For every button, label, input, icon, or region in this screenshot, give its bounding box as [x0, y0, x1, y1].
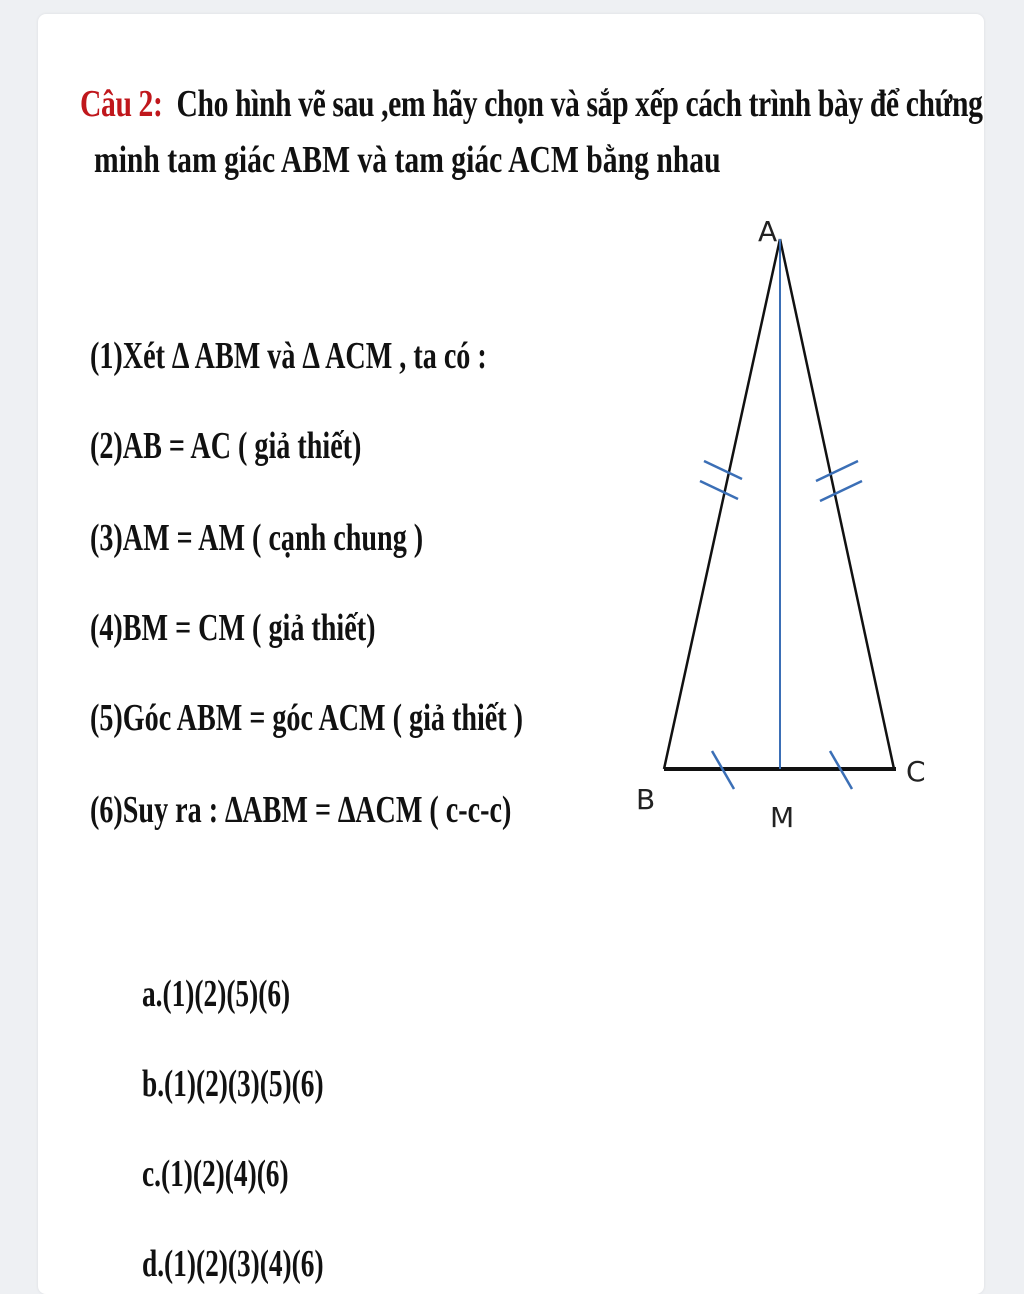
- question-number: Câu 2:: [80, 83, 163, 125]
- step-3: (3)AM = AM ( cạnh chung ): [90, 517, 424, 559]
- step-4: (4)BM = CM ( giả thiết): [90, 607, 376, 649]
- label-c: C: [906, 755, 926, 788]
- option-b[interactable]: b.(1)(2)(3)(5)(6): [142, 1063, 324, 1105]
- tick-ac-2: [820, 481, 862, 501]
- label-a: A: [758, 215, 778, 248]
- tick-ab-1: [704, 461, 742, 479]
- tick-ab-2: [700, 481, 738, 499]
- step-1: (1)Xét ∆ ABM và ∆ ACM , ta có :: [90, 335, 487, 377]
- question-card: [38, 14, 984, 1294]
- option-c[interactable]: c.(1)(2)(4)(6): [142, 1153, 289, 1195]
- side-ab: [664, 239, 780, 769]
- question-title: [80, 76, 983, 132]
- step-2: (2)AB = AC ( giả thiết): [90, 425, 362, 467]
- side-ac: [780, 239, 894, 769]
- label-m: M: [770, 801, 795, 834]
- question-text-line2: minh tam giác ABM và tam giác ACM bằng nhau: [94, 139, 721, 181]
- triangle-figure: [618, 199, 948, 849]
- step-6: (6)Suy ra : ∆ABM = ∆ACM ( c-c-c): [90, 789, 512, 831]
- label-b: B: [636, 783, 656, 816]
- step-5: (5)Góc ABM = góc ACM ( giả thiết ): [90, 697, 524, 739]
- question-text-line1: Cho hình vẽ sau ,em hãy chọn và sắp xếp cách trình bày để chứng: [176, 83, 983, 125]
- option-a[interactable]: a.(1)(2)(5)(6): [142, 973, 291, 1015]
- tick-ac-1: [816, 461, 858, 481]
- option-d[interactable]: d.(1)(2)(3)(4)(6): [142, 1243, 324, 1285]
